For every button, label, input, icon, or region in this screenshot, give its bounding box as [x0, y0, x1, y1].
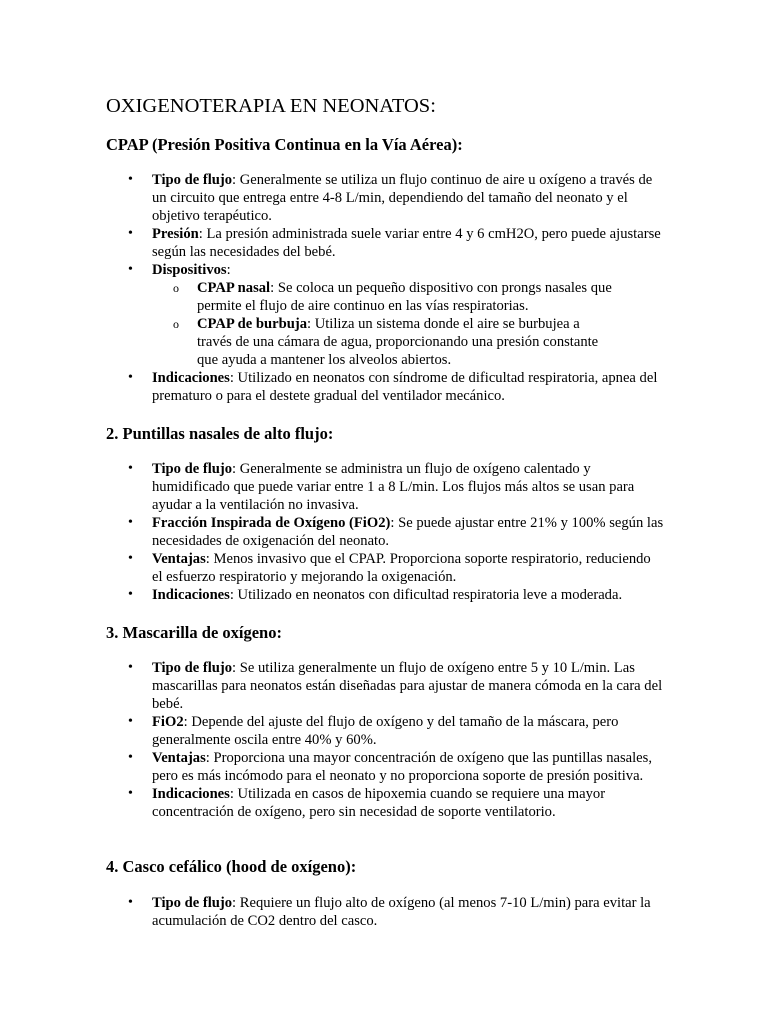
item-term: Indicaciones: [152, 370, 230, 386]
section-heading-casco: 4. Casco cefálico (hood de oxígeno):: [106, 857, 357, 876]
item-term: Indicaciones: [152, 587, 230, 603]
item-text: : Se coloca un pequeño dispositivo con prongs nasales que permite el flujo de aire continuo en las vías respiratorias.: [197, 280, 612, 314]
item-text: : Generalmente se utiliza un flujo continuo de aire u oxígeno a través de un circuito que entrega entre 4-8 L/min, dependiendo del tamaño del neonato y el objetivo terapéutico.: [152, 172, 653, 224]
item-term: Fracción Inspirada de Oxígeno (FiO2): [152, 515, 391, 531]
item-term: Dispositivos: [152, 262, 227, 278]
item-term: Ventajas: [152, 551, 206, 567]
list-item: [0, 894, 664, 930]
item-text: : Se utiliza generalmente un flujo de oxígeno entre 5 y 10 L/min. Las mascarillas para neonatos están diseñadas para ajustar de manera cómoda en la cara del bebé.: [152, 660, 663, 712]
list-item: [0, 713, 664, 749]
list-item: [0, 749, 664, 785]
list-item: [0, 550, 664, 586]
item-term: Presión: [152, 226, 199, 242]
item-text: : Utilizado en neonatos con dificultad respiratoria leve a moderada.: [229, 587, 623, 603]
section-heading-mascarilla: 3. Mascarilla de oxígeno:: [106, 623, 282, 642]
section-list-puntillas: [0, 460, 664, 604]
list-item: [0, 514, 664, 550]
section-list-mascarilla: [0, 659, 664, 821]
item-term: CPAP de burbuja: [197, 316, 308, 332]
sublist-dispositivos: [152, 279, 664, 369]
item-term: Tipo de flujo: [152, 172, 233, 188]
list-item: [0, 225, 664, 261]
item-term: Tipo de flujo: [152, 895, 233, 911]
list-item: [0, 460, 664, 514]
item-term: Tipo de flujo: [152, 660, 233, 676]
item-text: : Requiere un flujo alto de oxígeno (al menos 7-10 L/min) para evitar la acumulación de CO2 dentro del casco.: [152, 895, 651, 929]
list-item: [0, 261, 664, 369]
item-term: Indicaciones: [152, 786, 230, 802]
item-text: : Menos invasivo que el CPAP. Proporciona soporte respiratorio, reduciendo el esfuerzo respiratorio y mejorando la oxigenación.: [152, 551, 651, 585]
item-text: : Se puede ajustar entre 21% y 100% según las necesidades de oxigenación del neonato.: [152, 515, 664, 549]
item-text: : Proporciona una mayor concentración de oxígeno que las puntillas nasales, pero es más incómodo para el neonato y no proporciona soporte de presión positiva.: [152, 750, 652, 784]
section-list-casco: [0, 894, 664, 930]
item-text: : Generalmente se administra un flujo de oxígeno calentado y humidificado que puede variar entre 1 a 8 L/min. Los flujos más altos se usan para ayudar a la ventilación no invasiva.: [152, 461, 635, 513]
section-list-cpap: [0, 171, 664, 405]
item-text: :: [226, 262, 231, 278]
list-item: [0, 659, 664, 713]
section-heading-cpap: CPAP (Presión Positiva Continua en la Vía Aérea):: [106, 135, 463, 154]
list-item: [0, 369, 664, 405]
list-item: [0, 785, 664, 821]
item-text: : Depende del ajuste del flujo de oxígeno y del tamaño de la máscara, pero generalmente oscila entre 40% y 60%.: [152, 714, 619, 748]
item-term: FiO2: [152, 714, 184, 730]
item-text: : La presión administrada suele variar entre 4 y 6 cmH2O, pero puede ajustarse según las necesidades del bebé.: [152, 226, 661, 260]
item-term: Tipo de flujo: [152, 461, 233, 477]
item-text: : Utilizado en neonatos con síndrome de dificultad respiratoria, apnea del prematuro o para el destete gradual del ventilador mecánico.: [152, 370, 658, 404]
sublist-item: [152, 315, 617, 369]
list-item: [0, 586, 664, 604]
document-title: OXIGENOTERAPIA EN NEONATOS:: [106, 95, 436, 117]
list-item: [0, 171, 664, 225]
item-text: : Utilizada en casos de hipoxemia cuando se requiere una mayor concentración de oxígeno, pero sin necesidad de soporte ventilatorio.: [152, 786, 606, 820]
sublist-item: [152, 279, 617, 315]
section-heading-puntillas: 2. Puntillas nasales de alto flujo:: [106, 424, 334, 443]
item-text: : Utiliza un sistema donde el aire se burbujea a través de una cámara de agua, proporcionando una presión constante que ayuda a mantener los alveolos abiertos.: [197, 316, 599, 368]
item-term: CPAP nasal: [197, 280, 271, 296]
item-term: Ventajas: [152, 750, 206, 766]
